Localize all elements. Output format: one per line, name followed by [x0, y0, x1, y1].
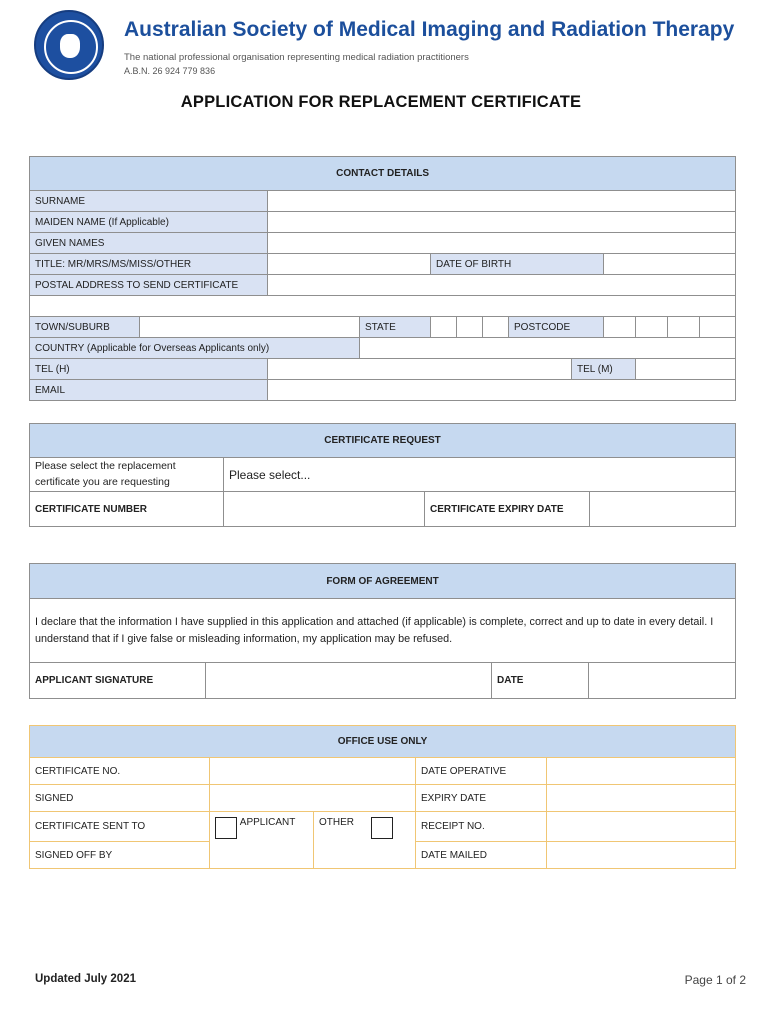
date-label: DATE [492, 663, 589, 699]
title-field[interactable] [268, 254, 431, 275]
certificate-number-field[interactable] [224, 492, 425, 527]
office-use-table [29, 725, 736, 869]
certificate-select-label: Please select the replacement certificate you are requesting [30, 458, 224, 492]
updated-date: Updated July 2021 [35, 973, 136, 985]
state-box-1[interactable] [431, 317, 457, 338]
postcode-box-2[interactable] [636, 317, 668, 338]
org-name: Australian Society of Medical Imaging and Radiation Therapy [124, 18, 735, 41]
org-abn: A.B.N. 26 924 779 836 [124, 66, 216, 76]
town-field[interactable] [140, 317, 360, 338]
country-label: COUNTRY (Applicable for Overseas Applicants only) [30, 338, 360, 359]
surname-field[interactable] [268, 191, 736, 212]
postal-address-label: POSTAL ADDRESS TO SEND CERTIFICATE [30, 275, 268, 296]
applicant-option-label: APPLICANT [239, 817, 296, 828]
page-number: Page 1 of 2 [684, 973, 746, 987]
tel-mobile-field[interactable] [636, 359, 736, 380]
tel-home-field[interactable] [268, 359, 572, 380]
page-title: APPLICATION FOR REPLACEMENT CERTIFICATE [180, 93, 582, 111]
date-mailed-field[interactable] [547, 842, 736, 869]
state-box-2[interactable] [457, 317, 483, 338]
certificate-number-label: CERTIFICATE NUMBER [30, 492, 224, 527]
receipt-no-label: RECEIPT NO. [416, 812, 547, 842]
contact-details-heading: CONTACT DETAILS [30, 157, 736, 191]
sent-to-label: CERTIFICATE SENT TO [30, 812, 210, 842]
given-names-label: GIVEN NAMES [30, 233, 268, 254]
org-tagline: The national professional organisation representing medical radiation practitioners [124, 52, 469, 63]
office-use-heading: OFFICE USE ONLY [30, 726, 736, 758]
email-label: EMAIL [30, 380, 268, 401]
agreement-table [29, 563, 736, 699]
surname-label: SURNAME [30, 191, 268, 212]
contact-details-table [29, 156, 736, 401]
date-operative-field[interactable] [547, 758, 736, 785]
expiry-date-field[interactable] [547, 785, 736, 812]
receipt-no-field[interactable] [547, 812, 736, 842]
society-seal-logo [34, 10, 104, 80]
postcode-box-3[interactable] [668, 317, 700, 338]
signed-label: SIGNED [30, 785, 210, 812]
certificate-request-table [29, 423, 736, 527]
town-label: TOWN/SUBURB [30, 317, 140, 338]
tel-home-label: TEL (H) [30, 359, 268, 380]
postal-address-line-2[interactable] [30, 296, 736, 317]
signed-field[interactable] [210, 785, 416, 812]
postcode-box-4[interactable] [700, 317, 736, 338]
sent-to-applicant-cell [210, 812, 314, 869]
other-option-label: OTHER [319, 817, 354, 828]
maiden-name-field[interactable] [268, 212, 736, 233]
other-checkbox[interactable] [371, 817, 393, 839]
dob-field[interactable] [604, 254, 736, 275]
date-operative-label: DATE OPERATIVE [416, 758, 547, 785]
expiry-date-label: EXPIRY DATE [416, 785, 547, 812]
sent-to-other-cell [314, 812, 416, 869]
office-cert-no-field[interactable] [210, 758, 416, 785]
page-header [34, 10, 754, 74]
applicant-checkbox[interactable] [215, 817, 237, 839]
maiden-name-label: MAIDEN NAME (If Applicable) [30, 212, 268, 233]
dob-label: DATE OF BIRTH [431, 254, 604, 275]
certificate-expiry-label: CERTIFICATE EXPIRY DATE [425, 492, 590, 527]
office-cert-no-label: CERTIFICATE NO. [30, 758, 210, 785]
postcode-label: POSTCODE [509, 317, 604, 338]
signature-label: APPLICANT SIGNATURE [30, 663, 206, 699]
agreement-heading: FORM OF AGREEMENT [30, 564, 736, 599]
postcode-box-1[interactable] [604, 317, 636, 338]
certificate-expiry-field[interactable] [590, 492, 736, 527]
declaration-text: I declare that the information I have supplied in this application and attached (if applicable) is complete, correct and up to date in every detail. I understand that if I give false or misleading information, my application may be refused. [30, 599, 736, 663]
certificate-request-heading: CERTIFICATE REQUEST [30, 424, 736, 458]
signature-field[interactable] [206, 663, 492, 699]
date-mailed-label: DATE MAILED [416, 842, 547, 869]
title-label: TITLE: MR/MRS/MS/MISS/OTHER [30, 254, 268, 275]
certificate-select-dropdown[interactable]: Please select... [224, 458, 736, 492]
state-label: STATE [360, 317, 431, 338]
country-field[interactable] [360, 338, 736, 359]
given-names-field[interactable] [268, 233, 736, 254]
tel-mobile-label: TEL (M) [572, 359, 636, 380]
email-field[interactable] [268, 380, 736, 401]
state-box-3[interactable] [483, 317, 509, 338]
postal-address-field[interactable] [268, 275, 736, 296]
signed-off-by-label: SIGNED OFF BY [30, 842, 210, 869]
date-field[interactable] [589, 663, 736, 699]
